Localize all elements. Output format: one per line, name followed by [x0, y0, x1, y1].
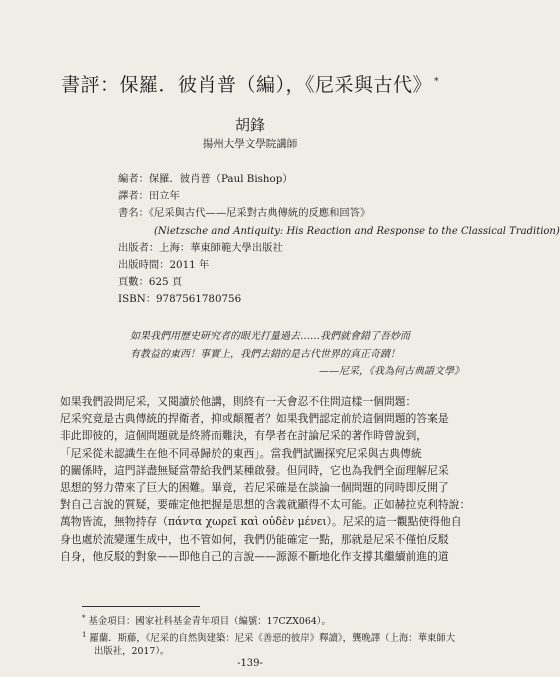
meta-book-title-english: (Nietzsche and Antiquity: His Reaction and Response to the Classical Tradition) — [154, 225, 560, 237]
footnotes — [82, 612, 472, 659]
book-metadata — [118, 171, 560, 309]
body-line: 自身，他反駁的對象——即他自己的言說——源源不斷地化作支撐其繼續前進的道 — [60, 549, 449, 563]
body-line: 思想的努力帶來了巨大的困難。畢竟，若尼采確是在談論一個問題的同時即反開了 — [60, 481, 449, 495]
body-line: 的關係時，這門詳盡無疑當帶給我們某種啟發。但同時，它也為我們全面理解尼采 — [60, 463, 449, 477]
epigraph-line-1: 如果我們用歷史研究者的眼光打量過去……我們就會錯了吾妙而 — [130, 331, 410, 342]
epigraph-line-2: 有教益的東西！事實上，我們去錯的是古代世界的真正奇蹟！ — [130, 348, 400, 360]
epigraph-attribution: ——尼采，《我為何古典語文學》 — [319, 366, 464, 377]
title-footnote-mark: * — [434, 76, 439, 87]
meta-translator: 譯者：田立年 — [118, 190, 180, 203]
footnote-text-continued: 出版社，2017）。 — [94, 646, 170, 658]
footnote-mark: * — [82, 614, 86, 622]
body-line: 「尼采從未認識生在他不同尋歸於的東西」。當我們試圖探究尼采與古典傳統 — [60, 446, 422, 460]
body-line: 如果我們設問尼采，又閱讀於他講，則終有一天會忍不住問這樣一個問題： — [60, 395, 417, 408]
body-line: 非此即彼的，這個問題就是終將而難決，有學者在討論尼采的著作時曾說到， — [60, 429, 428, 443]
body-text — [60, 393, 472, 565]
page-number: -139- — [237, 658, 263, 669]
body-line: 尼采究竟是古典傳統的捍衛者，抑或顛覆者？如果我們認定前於這個問題的答案是 — [60, 412, 449, 426]
footnote-mark: 1 — [82, 630, 87, 639]
footnote-text: 羅蘭．斯藤，《尼采的自然與建築：尼采《善惡的彼岸》釋讀》，龔晚譯（上海：華東師大 — [89, 632, 456, 644]
meta-date: 出版時間：2011 年 — [118, 259, 210, 272]
epigraph — [130, 328, 480, 381]
title-text: 書評：保羅．彼肖普（編），《尼采與古代》 — [60, 74, 432, 96]
body-line: 對自己言說的質疑，要確定他把握是思想的含義就顯得不太可能。正如赫拉克利特說： — [60, 498, 471, 512]
author-affiliation: 揚州大學文學院講師 — [202, 138, 298, 150]
meta-pages: 頁數：625 頁 — [118, 276, 183, 289]
review-title — [0, 70, 500, 97]
body-line: 身也處於流變運生成中，也不管如何，我們仍能確定一點，那就是尼采不僅怕反駁 — [60, 532, 449, 546]
footnote-text: 基金項目：國家社科基金青年項目（編號：17CZX064）。 — [88, 616, 331, 628]
author-name: 胡鋒 — [234, 116, 265, 134]
meta-publisher: 出版者：上海：華東師範大學出版社 — [118, 241, 283, 254]
footnote-1 — [82, 612, 472, 629]
meta-editor: 編者：保羅．彼肖普（Paul Bishop） — [118, 173, 293, 185]
meta-book-title: 書名：《尼采與古代——尼采對古典傳統的反應和回答》 — [118, 207, 371, 220]
meta-isbn: ISBN：9787561780756 — [118, 293, 242, 306]
footnote-divider — [82, 606, 200, 607]
body-line: 萬物皆流，無物持存（πάντα χωρεῖ καὶ οὐδὲν μένει）。尼采的這一觀點使得他自 — [60, 515, 462, 529]
footnote-2 — [82, 629, 472, 659]
